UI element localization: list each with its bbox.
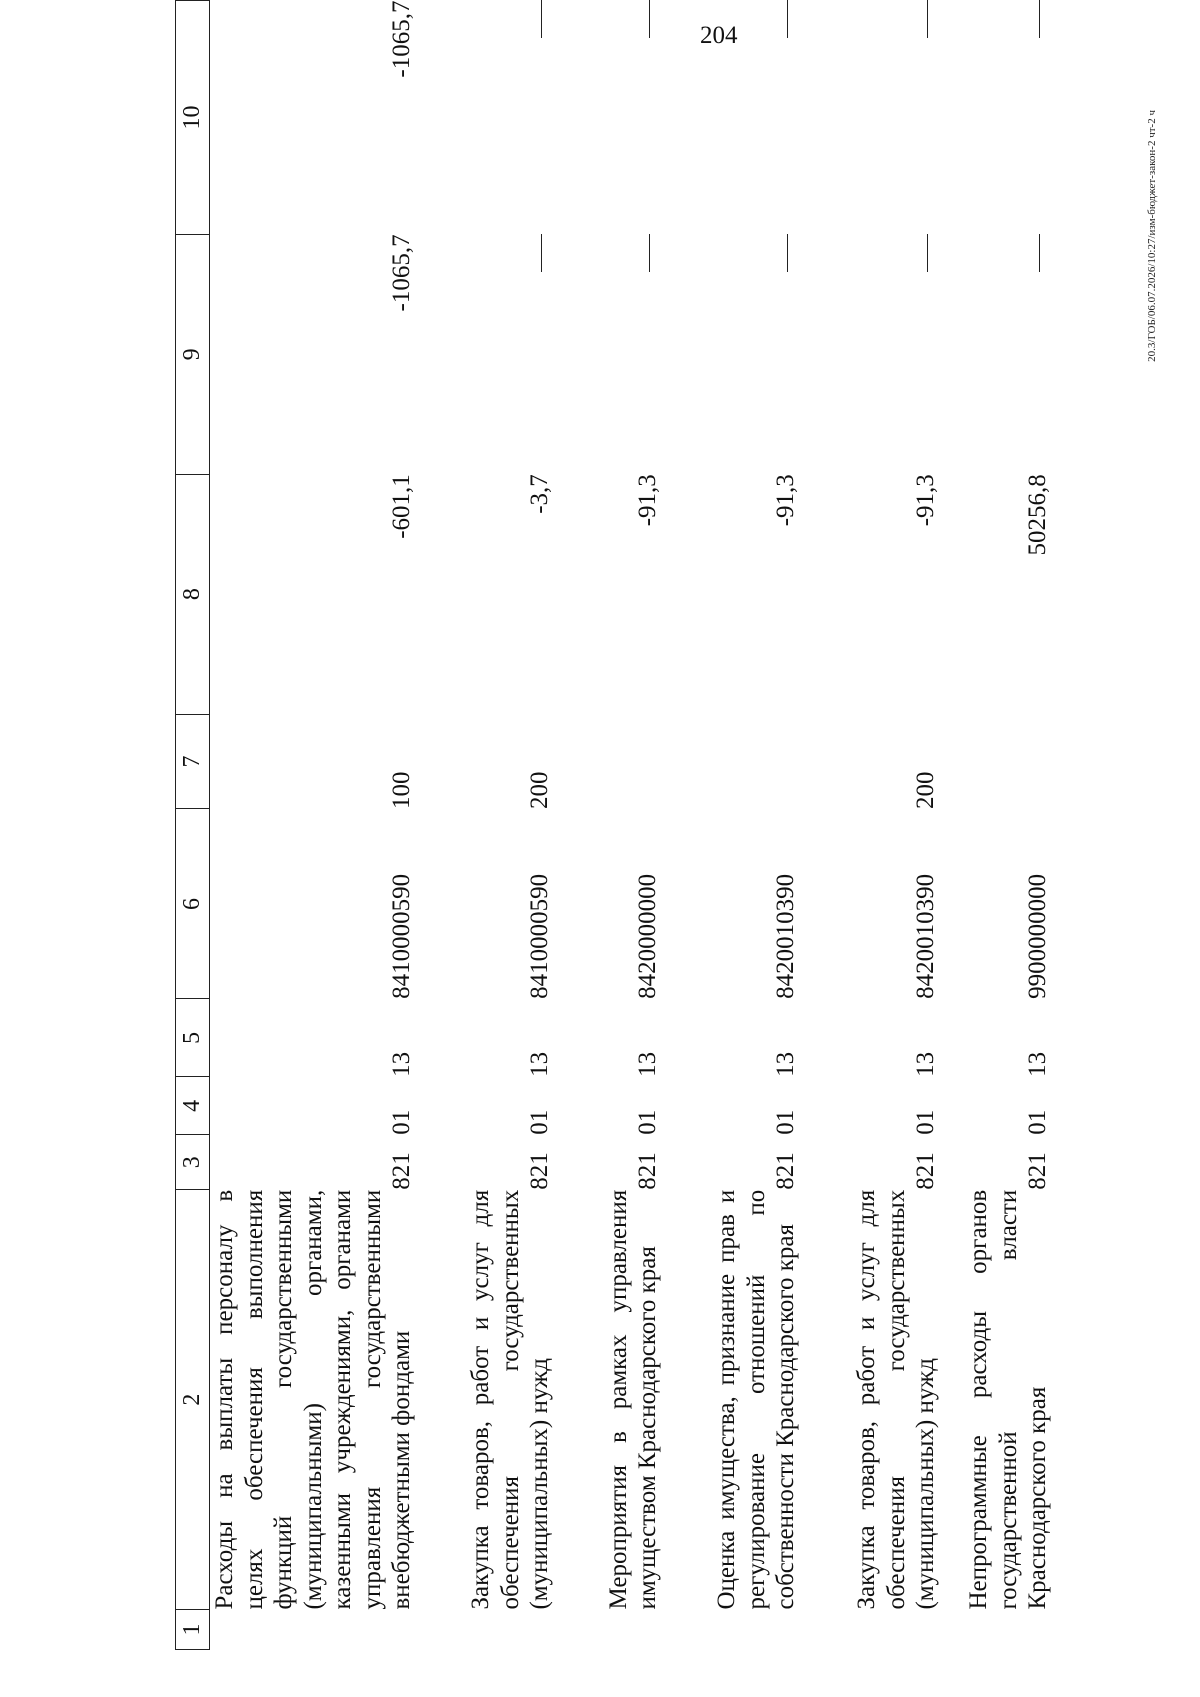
expense-name-text: Закупка товаров, работ и услуг для обеспечения государственных (муниципальных) нужд <box>467 1189 553 1610</box>
table-row <box>555 1 663 1650</box>
cell-c3 <box>210 1135 417 1190</box>
cell-c9 <box>417 234 555 474</box>
cell-c9 <box>210 234 417 474</box>
expense-name-text: Расходы на выплаты персоналу в целях обеспечения выполнения функций государственными (муниципальными) органами, казенными учреждениями, органами управления государственными внебюджетными фондами <box>211 1189 415 1610</box>
cell-value: 200 <box>912 771 939 809</box>
cell-value: 13 <box>634 1051 661 1077</box>
cell-value: -91,3 <box>634 474 661 527</box>
cell-c4 <box>555 1077 663 1135</box>
dash-mark <box>787 234 788 272</box>
cell-c4 <box>210 1077 417 1135</box>
table-row <box>663 1 801 1650</box>
cell-c6 <box>801 809 941 999</box>
header-row <box>176 1 210 1650</box>
cell-value: 821 <box>634 1152 661 1190</box>
document-code: 20.3/ГОБ/06.07.2026/10:27/изм-бюджет-закон-2 чт-2 ч <box>1146 110 1158 362</box>
dash-mark <box>927 234 928 272</box>
cell-c9 <box>555 234 663 474</box>
cell-c5 <box>555 999 663 1077</box>
dash-mark <box>541 234 542 272</box>
cell-c5 <box>941 999 1053 1077</box>
cell-value: 01 <box>388 1109 415 1135</box>
col-header-8: 8 <box>176 474 210 714</box>
cell-c4 <box>941 1077 1053 1135</box>
cell-col1 <box>210 1610 417 1650</box>
col-header-4: 4 <box>176 1077 210 1135</box>
cell-value: 01 <box>772 1109 799 1135</box>
cell-c7 <box>663 714 801 809</box>
cell-value: 13 <box>388 1051 415 1077</box>
cell-col1 <box>801 1610 941 1650</box>
cell-c8 <box>417 474 555 714</box>
cell-c3 <box>941 1135 1053 1190</box>
cell-value: 8410000590 <box>388 873 415 999</box>
expense-name-text: Закупка товаров, работ и услуг для обеспечения государственных (муниципальных) нужд <box>853 1189 939 1610</box>
cell-c6 <box>555 809 663 999</box>
cell-expense-name <box>941 1190 1053 1610</box>
cell-value: 8410000590 <box>526 873 553 999</box>
col-header-6: 6 <box>176 809 210 999</box>
table-row <box>941 1 1053 1650</box>
cell-c8 <box>555 474 663 714</box>
cell-c10 <box>941 1 1053 235</box>
cell-value: -91,3 <box>772 474 799 527</box>
cell-c8 <box>663 474 801 714</box>
cell-c5 <box>801 999 941 1077</box>
table-row <box>210 1 417 1650</box>
cell-value: 200 <box>526 771 553 809</box>
cell-c7 <box>801 714 941 809</box>
dash-mark <box>1039 234 1040 272</box>
expense-name-text: Непрограммные расходы органов государственной власти Краснодарского края <box>965 1189 1051 1610</box>
cell-c5 <box>417 999 555 1077</box>
dash-mark <box>649 1 650 39</box>
cell-value: 13 <box>1024 1051 1051 1077</box>
cell-c7 <box>555 714 663 809</box>
cell-value: -601,1 <box>388 474 415 539</box>
cell-col1 <box>555 1610 663 1650</box>
dash-mark <box>787 1 788 39</box>
cell-value: 821 <box>772 1152 799 1190</box>
cell-c4 <box>417 1077 555 1135</box>
dash-mark <box>541 1 542 39</box>
cell-c9 <box>941 234 1053 474</box>
cell-c4 <box>663 1077 801 1135</box>
dash-mark <box>649 234 650 272</box>
expense-name-text: Мероприятия в рамках управления имуществом Краснодарского края <box>604 1189 661 1610</box>
cell-value: 01 <box>912 1109 939 1135</box>
col-header-3: 3 <box>176 1135 210 1190</box>
cell-c6 <box>210 809 417 999</box>
cell-c10 <box>210 1 417 235</box>
cell-c4 <box>801 1077 941 1135</box>
cell-expense-name <box>555 1190 663 1610</box>
cell-value: 100 <box>388 771 415 809</box>
cell-c3 <box>417 1135 555 1190</box>
dash-mark <box>927 1 928 39</box>
col-header-7: 7 <box>176 714 210 809</box>
col-header-2: 2 <box>176 1190 210 1610</box>
cell-value: 13 <box>912 1051 939 1077</box>
cell-c6 <box>417 809 555 999</box>
expense-name-text: Оценка имущества, признание прав и регулирование отношений по собственности Краснодарского края <box>713 1189 799 1610</box>
cell-value: -1065,7 <box>388 0 415 78</box>
cell-value: 821 <box>1024 1152 1051 1190</box>
cell-value: 8420010390 <box>772 873 799 999</box>
cell-c6 <box>941 809 1053 999</box>
cell-value: 13 <box>772 1051 799 1077</box>
cell-c10 <box>555 1 663 235</box>
budget-table <box>175 0 1053 1650</box>
cell-value: 13 <box>526 1051 553 1077</box>
col-header-10: 10 <box>176 1 210 235</box>
cell-value: 8420010390 <box>912 873 939 999</box>
cell-expense-name <box>417 1190 555 1610</box>
dash-mark <box>1039 1 1040 39</box>
table-row <box>417 1 555 1650</box>
cell-c8 <box>801 474 941 714</box>
cell-expense-name <box>801 1190 941 1610</box>
cell-value: 821 <box>912 1152 939 1190</box>
col-header-1: 1 <box>176 1610 210 1650</box>
cell-col1 <box>663 1610 801 1650</box>
cell-value: -1065,7 <box>388 234 415 312</box>
cell-expense-name <box>210 1190 417 1610</box>
cell-value: 8420000000 <box>634 873 661 999</box>
cell-value: 821 <box>526 1152 553 1190</box>
cell-value: 01 <box>634 1109 661 1135</box>
cell-c10 <box>663 1 801 235</box>
cell-value: -91,3 <box>912 474 939 527</box>
cell-c10 <box>801 1 941 235</box>
cell-c7 <box>941 714 1053 809</box>
cell-c6 <box>663 809 801 999</box>
cell-c5 <box>663 999 801 1077</box>
cell-value: 01 <box>1024 1109 1051 1135</box>
cell-c9 <box>801 234 941 474</box>
cell-value: 9900000000 <box>1024 873 1051 999</box>
col-header-9: 9 <box>176 234 210 474</box>
cell-value: 01 <box>526 1109 553 1135</box>
cell-c5 <box>210 999 417 1077</box>
cell-col1 <box>417 1610 555 1650</box>
cell-c7 <box>210 714 417 809</box>
cell-c9 <box>663 234 801 474</box>
cell-c3 <box>801 1135 941 1190</box>
cell-c8 <box>210 474 417 714</box>
cell-value: 50256,8 <box>1024 474 1051 556</box>
cell-value: -3,7 <box>526 474 553 514</box>
cell-value: 821 <box>388 1152 415 1190</box>
cell-c7 <box>417 714 555 809</box>
cell-c3 <box>555 1135 663 1190</box>
page-number: 204 <box>700 22 738 49</box>
cell-c3 <box>663 1135 801 1190</box>
cell-c8 <box>941 474 1053 714</box>
cell-expense-name <box>663 1190 801 1610</box>
col-header-5: 5 <box>176 999 210 1077</box>
budget-table-rotated <box>175 0 1185 1650</box>
cell-col1 <box>941 1610 1053 1650</box>
cell-c10 <box>417 1 555 235</box>
table-row <box>801 1 941 1650</box>
